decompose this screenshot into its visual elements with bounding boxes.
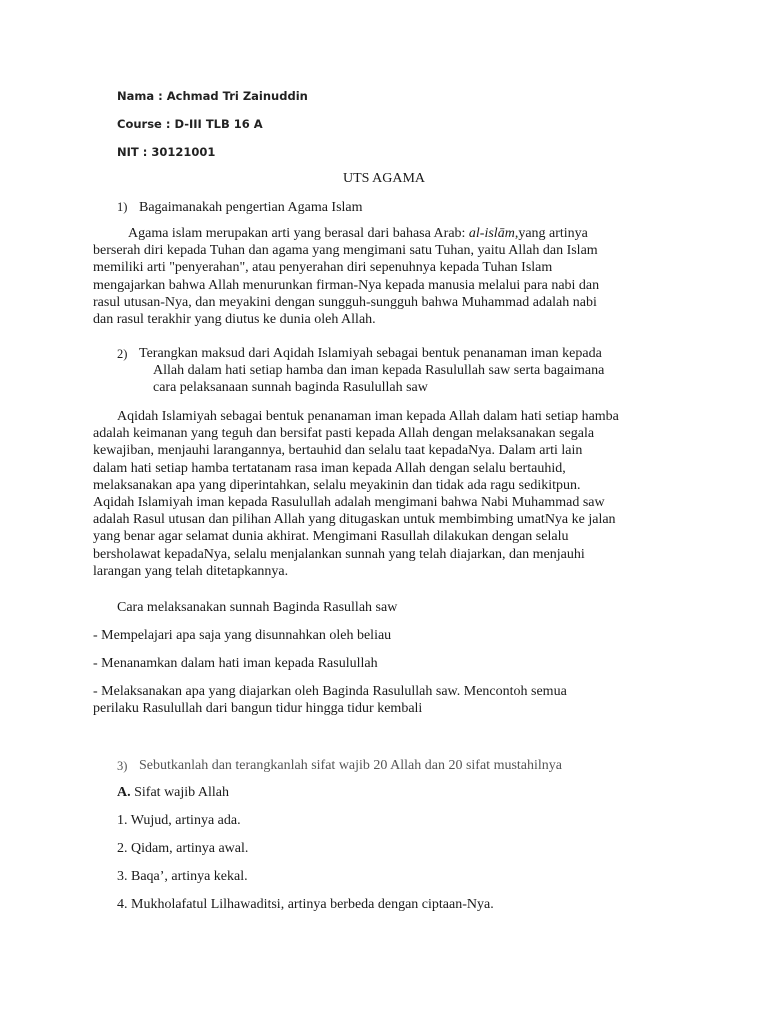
answer-line: rasul utusan-Nya, dan meyakini dengan sungguh-sungguh bahwa Muhammad adalah nabi: [93, 294, 597, 310]
answer-text: Agama islam merupakan arti yang berasal dari bahasa Arab:: [128, 226, 469, 241]
question-text: Terangkan maksud dari Aqidah Islamiyah sebagai bentuk penanaman iman kepada: [139, 346, 602, 361]
answer-line: melaksanakan apa yang diperintahkan, selalu meyakinin dan tidak ada ragu sedikitpun.: [93, 477, 581, 493]
question-text: Sebutkanlah dan terangkanlah sifat wajib 20 Allah dan 20 sifat mustahilnya: [139, 758, 563, 773]
answer-line: [93, 225, 653, 242]
section-heading: [117, 785, 229, 801]
answer-line: memiliki arti "penyerahan", atau penyerahan diri sepenuhnya kepada Tuhan Islam: [93, 260, 553, 276]
answer-line: berserah diri kepada Tuhan dan agama yang mengimani satu Tuhan, yaitu Allah dan Islam: [93, 243, 598, 259]
question-number: 3): [117, 759, 128, 773]
question-text: Bagaimanakah pengertian Agama Islam: [139, 200, 363, 215]
answer-1: [93, 225, 653, 328]
document-title: UTS AGAMA: [342, 171, 426, 186]
question-number: 1): [117, 200, 128, 214]
answer-line: dalam hati setiap hamba tertatanam rasa iman kepada Allah dengan selalu bertauhid,: [93, 460, 566, 476]
answer-line: yang benar agar selamat dunia akhirat. Mengimani Rasullah dilakukan dengan selalu: [93, 529, 569, 545]
course-code: Course : D-III TLB 16 A: [117, 117, 263, 131]
sunnah-heading: Cara melaksanakan sunnah Baginda Rasullah saw: [117, 600, 398, 615]
answer-text: ,yang artinya: [514, 226, 588, 241]
list-item: 4. Mukholafatul Lilhawaditsi, artinya berbeda dengan ciptaan-Nya.: [117, 897, 494, 912]
list-item: - Mempelajari apa saja yang disunnahkan oleh beliau: [93, 628, 392, 643]
section-title: Sifat wajib Allah: [134, 785, 230, 800]
answer-2: [93, 408, 653, 580]
answer-line: bersholawat kepadaNya, selalu menjalankan sunnah yang telah diajarkan, dan menjauhi: [93, 546, 585, 562]
list-item: 3. Baqa’, artinya kekal.: [117, 869, 248, 884]
answer-line: Aqidah Islamiyah sebagai bentuk penanaman iman kepada Allah dalam hati setiap hamba: [117, 409, 619, 424]
answer-line: adalah keimanan yang teguh dan bersifat pasti kepada Allah dengan melaksanakan segala: [93, 426, 595, 442]
answer-line: adalah Rasul utusan dan pilihan Allah yang ditugaskan untuk membimbing umatNya ke jalan: [93, 512, 616, 528]
question-text: Allah dalam hati setiap hamba dan iman kepada Rasulullah saw serta bagaimana: [153, 363, 605, 378]
answer-line: larangan yang telah ditetapkannya.: [93, 563, 289, 579]
list-item: 2. Qidam, artinya awal.: [117, 841, 249, 856]
answer-term: al-islām: [468, 226, 515, 241]
list-item-continuation: perilaku Rasulullah dari bangun tidur hingga tidur kembali: [93, 701, 423, 716]
question-text: cara pelaksanaan sunnah baginda Rasulullah saw: [153, 380, 428, 395]
student-nit: NIT : 30121001: [117, 145, 216, 159]
list-item: - Melaksanakan apa yang diajarkan oleh Baginda Rasulullah saw. Mencontoh semua: [93, 684, 567, 699]
list-item: - Menanamkan dalam hati iman kepada Rasulullah: [93, 656, 378, 671]
answer-line: dan rasul terakhir yang diutus ke dunia oleh Allah.: [93, 312, 376, 328]
section-letter: A.: [117, 785, 131, 800]
answer-line: mengajarkan bahwa Allah menurunkan firman-Nya kepada manusia melalui para nabi dan: [93, 277, 600, 293]
student-name: Nama : Achmad Tri Zainuddin: [117, 89, 308, 103]
list-item: 1. Wujud, artinya ada.: [117, 813, 241, 828]
answer-line: kewajiban, menjauhi larangannya, bertauhid dan selalu taat kepadaNya. Dalam arti lain: [93, 443, 583, 459]
question-number: 2): [117, 347, 128, 361]
answer-line: Aqidah Islamiyah iman kepada Rasulullah adalah mengimani bahwa Nabi Muhammad saw: [93, 495, 605, 511]
